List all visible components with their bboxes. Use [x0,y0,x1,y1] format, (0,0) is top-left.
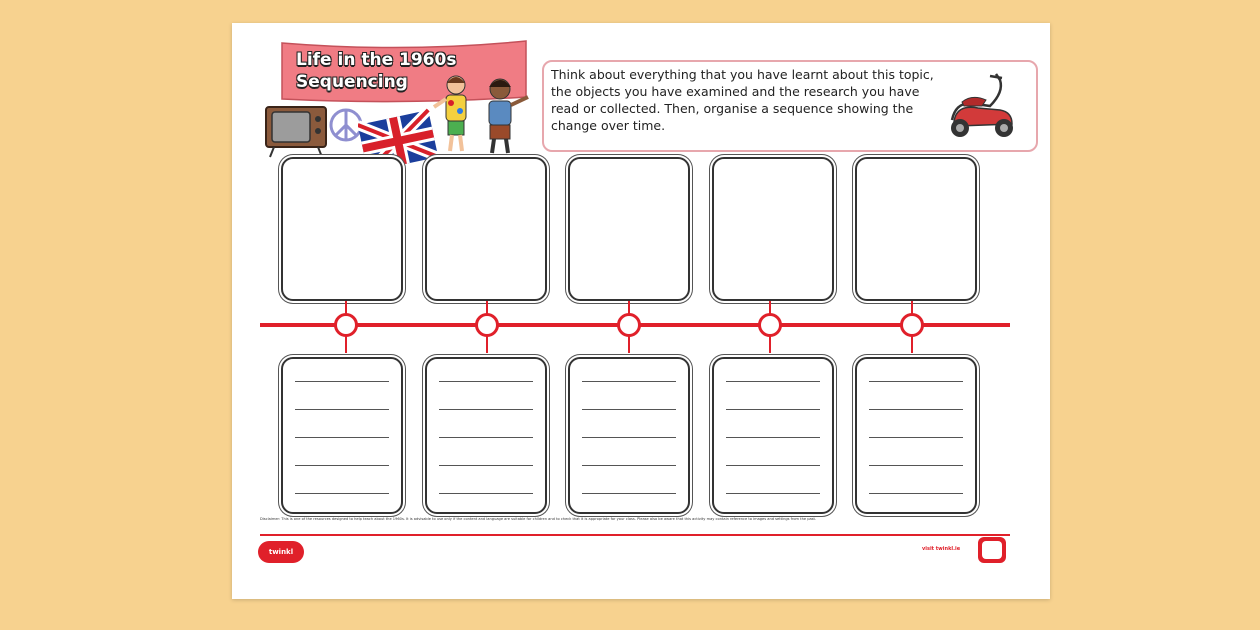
writing-line [869,409,963,410]
picture-box-4[interactable] [712,157,834,301]
twinkl-logo: twinkl [258,541,304,563]
writing-line [439,409,533,410]
writing-line [295,409,389,410]
timeline-node-4 [758,313,782,337]
writing-line [726,465,820,466]
writing-box-3[interactable] [568,357,690,514]
writing-line [295,437,389,438]
title-line-1: Life in the 1960s [296,50,457,70]
writing-line [295,381,389,382]
writing-box-5[interactable] [855,357,977,514]
writing-line [439,381,533,382]
worksheet-page [232,23,1050,599]
timeline-node-3 [617,313,641,337]
timeline-node-2 [475,313,499,337]
writing-line [726,493,820,494]
writing-line [582,493,676,494]
writing-line [726,409,820,410]
writing-line [869,381,963,382]
instructions-text: Think about everything that you have learnt about this topic, the objects you have examined and the research you have read or collected. Then, organise a sequence showing the change over time. [551,67,934,133]
twinkl-badge-icon [978,537,1006,563]
disclaimer-text: Disclaimer: This is one of the resources designed to help teach about the 1960s. It is advisable to use only if the content and language are suitable for children and to check that it is appropriate for your class. Please also be aware that this activity may contain reference to images and settings from the past. [260,517,817,521]
writing-line [726,381,820,382]
timeline-node-5 [900,313,924,337]
writing-line [439,465,533,466]
writing-line [869,437,963,438]
visit-website-link[interactable]: visit twinkl.ie [922,546,961,552]
writing-line [439,437,533,438]
sixties-children-illustration [428,71,542,155]
title-line-2: Sequencing [296,72,408,92]
writing-line [582,409,676,410]
instructions-box [542,60,1038,152]
television-icon [264,103,328,159]
writing-box-4[interactable] [712,357,834,514]
red-scooter-icon [942,70,1022,142]
writing-line [869,465,963,466]
writing-box-1[interactable] [281,357,403,514]
writing-line [582,437,676,438]
picture-box-2[interactable] [425,157,547,301]
timeline-node-1 [334,313,358,337]
picture-box-5[interactable] [855,157,977,301]
writing-line [869,493,963,494]
writing-box-2[interactable] [425,357,547,514]
writing-line [295,465,389,466]
writing-line [582,465,676,466]
writing-line [439,493,533,494]
writing-line [295,493,389,494]
writing-line [726,437,820,438]
picture-box-1[interactable] [281,157,403,301]
writing-line [582,381,676,382]
footer-divider [260,534,1010,536]
picture-box-3[interactable] [568,157,690,301]
